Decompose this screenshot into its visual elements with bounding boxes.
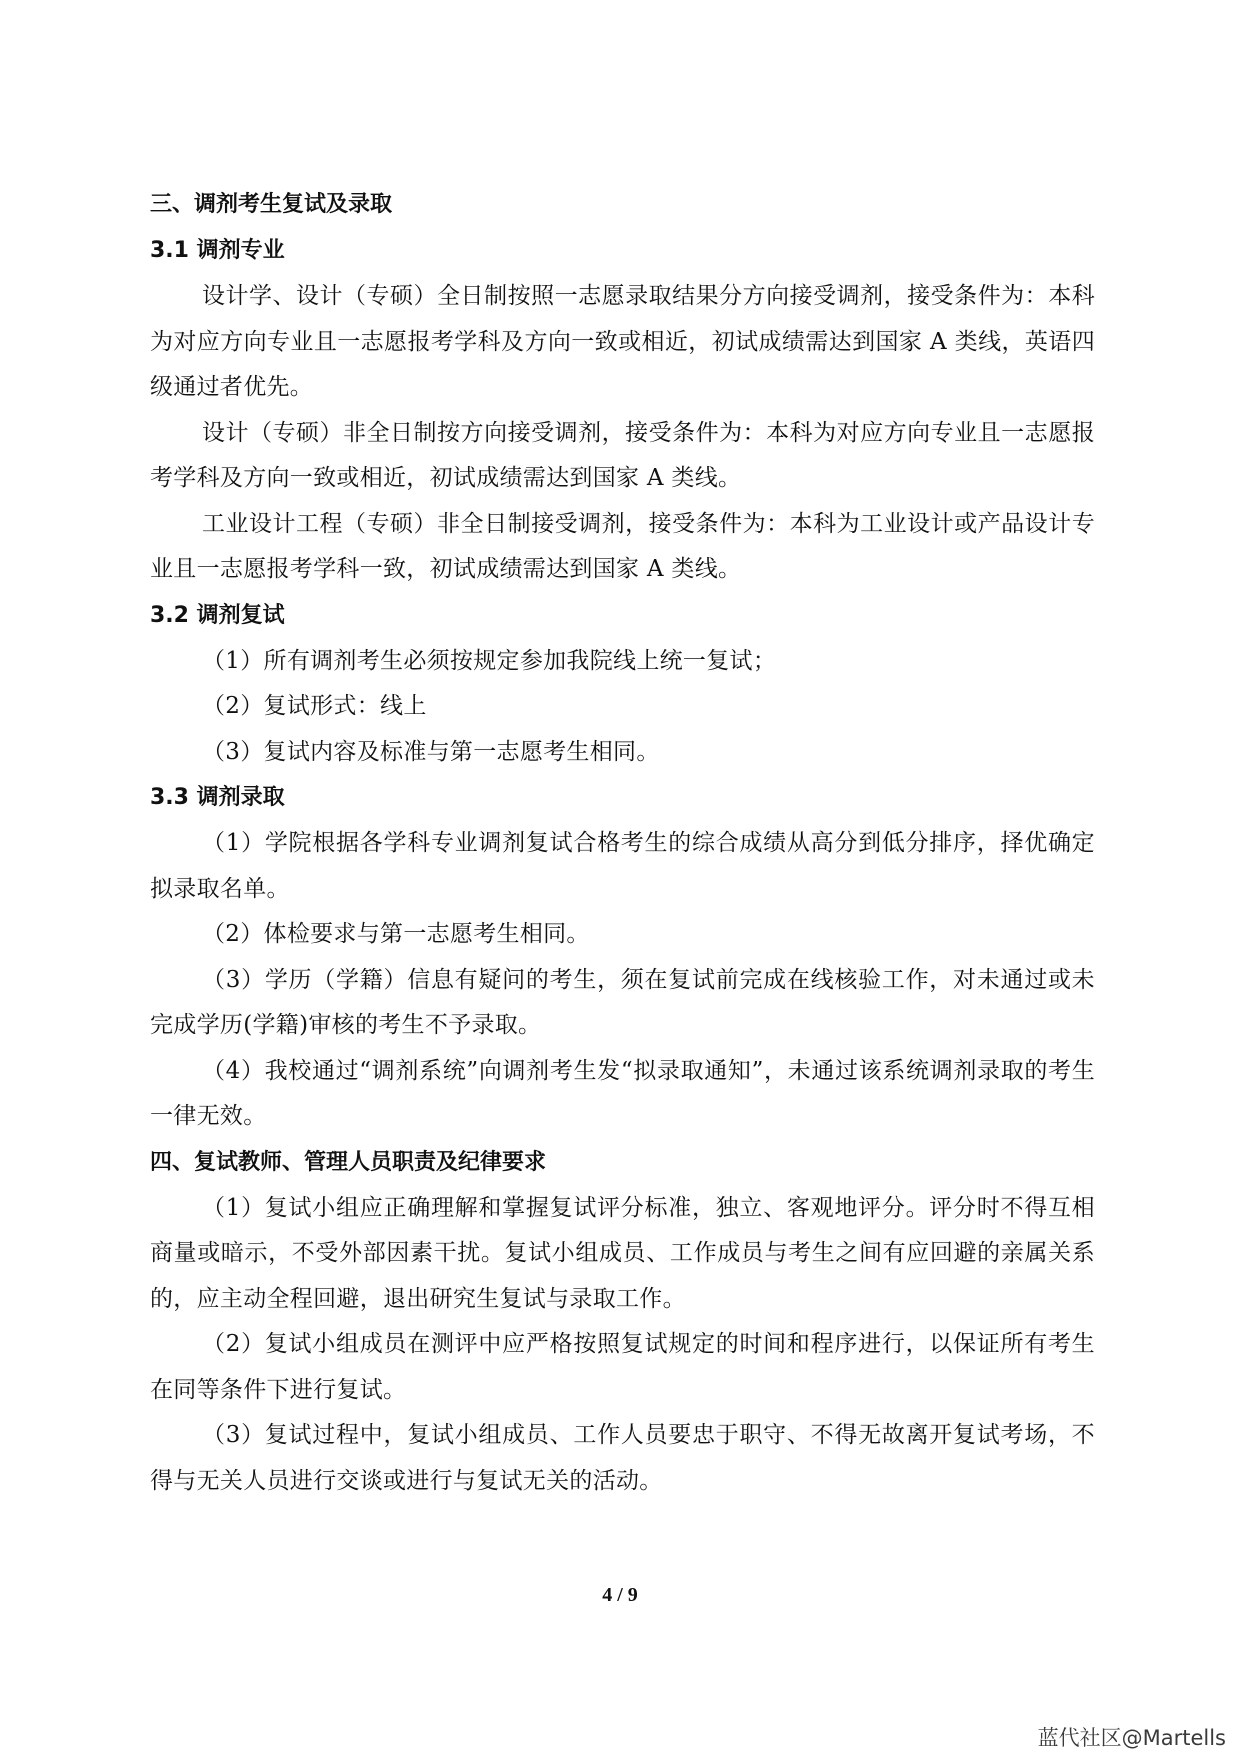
paragraph: （2）体检要求与第一志愿考生相同。	[202, 921, 590, 947]
page-number: 4 / 9	[602, 1584, 638, 1606]
paragraph: （3）学历（学籍）信息有疑问的考生，须在复试前完成在线核验工作，对未通过或未完成学历(学籍)审核的考生不予录取。	[150, 966, 1095, 1038]
page-content	[150, 182, 1095, 1504]
paragraph: （2）复试形式：线上	[202, 693, 427, 719]
section-3-3-heading: 3.3 调剂录取	[150, 785, 285, 810]
paragraph: （4）我校通过“调剂系统”向调剂考生发“拟录取通知”，未通过该系统调剂录取的考生一律无效。	[150, 1057, 1095, 1129]
section-3-1-heading: 3.1 调剂专业	[150, 238, 285, 263]
section-3-heading: 三、调剂考生复试及录取	[150, 192, 393, 217]
paragraph: （1）所有调剂考生必须按规定参加我院线上统一复试；	[202, 647, 777, 674]
paragraph: （3）复试内容及标准与第一志愿考生相同。	[202, 738, 660, 765]
paragraph: （3）复试过程中，复试小组成员、工作人员要忠于职守、不得无故离开复试考场，不得与无关人员进行交谈或进行与复试无关的活动。	[150, 1422, 1095, 1494]
paragraph: 工业设计工程（专硕）非全日制接受调剂，接受条件为：本科为工业设计或产品设计专业且一志愿报考学科一致，初试成绩需达到国家 A 类线。	[150, 510, 1095, 582]
paragraph: （2）复试小组成员在测评中应严格按照复试规定的时间和程序进行，以保证所有考生在同等条件下进行复试。	[150, 1331, 1095, 1403]
paragraph: 设计（专硕）非全日制按方向接受调剂，接受条件为：本科为对应方向专业且一志愿报考学科及方向一致或相近，初试成绩需达到国家 A 类线。	[150, 419, 1095, 491]
section-4-heading: 四、复试教师、管理人员职责及纪律要求	[150, 1149, 547, 1175]
paragraph: （1）学院根据各学科专业调剂复试合格考生的综合成绩从高分到低分排序，择优确定拟录取名单。	[150, 830, 1095, 902]
paragraph: （1）复试小组应正确理解和掌握复试评分标准，独立、客观地评分。评分时不得互相商量或暗示，不受外部因素干扰。复试小组成员、工作成员与考生之间有应回避的亲属关系的，应主动全程回避，退出研究生复试与录取工作。	[150, 1194, 1095, 1312]
section-3-2-heading: 3.2 调剂复试	[150, 602, 285, 628]
watermark: 蓝代社区@Martells	[1037, 1726, 1226, 1750]
paragraph: 设计学、设计（专硕）全日制按照一志愿录取结果分方向接受调剂，接受条件为：本科为对应方向专业且一志愿报考学科及方向一致或相近，初试成绩需达到国家 A 类线，英语四级通过者优先。	[150, 283, 1095, 400]
